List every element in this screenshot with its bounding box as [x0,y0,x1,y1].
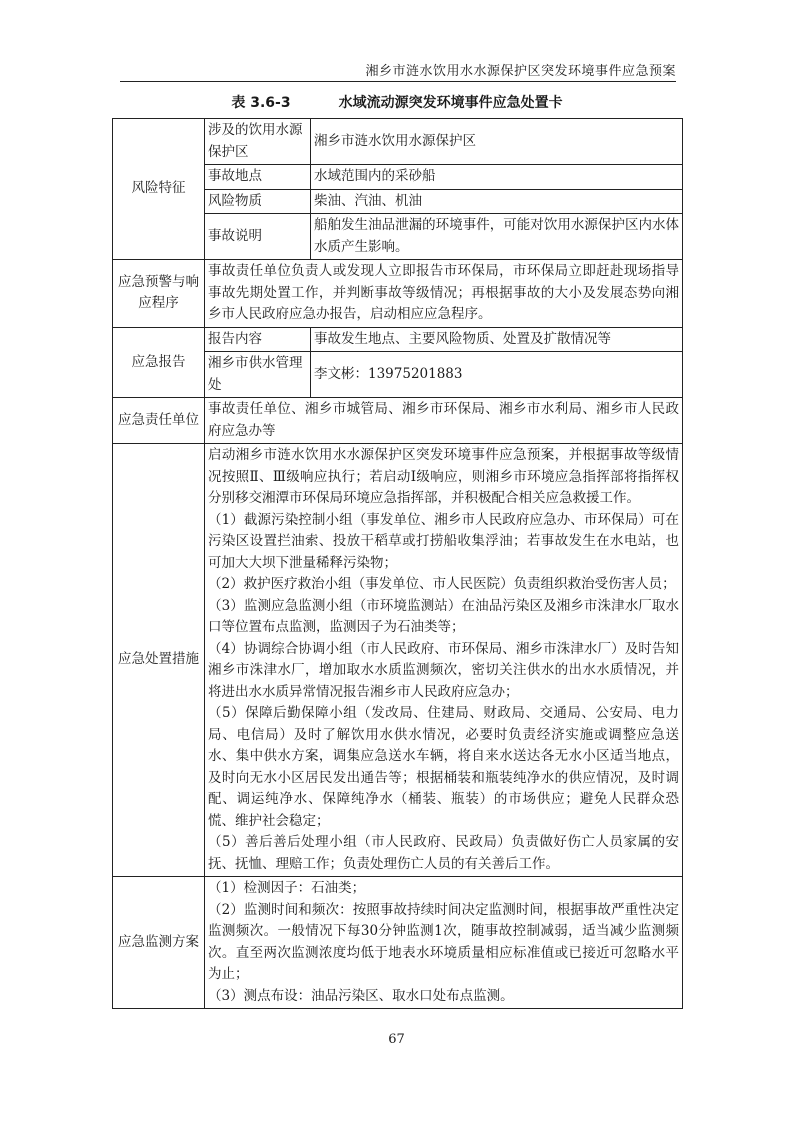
monitoring-paragraph: （1）检测因子：石油类； [208,880,366,896]
risk-value-2: 水域范围内的采砂船 [311,165,683,190]
measures-paragraph: （5）善后善后处理小组（市人民政府、民政局）负责做好伤亡人员家属的安抚、抚恤、理赔工作；负责处理伤亡人员的有关善后工作。 [208,834,679,872]
monitoring-paragraph: （3）测点布设：油品污染区、取水口处布点监测。 [208,987,514,1004]
risk-category: 风险特征 [113,119,205,260]
measures-paragraph: （1）截源污染控制小组（事发单位、湘乡市人民政府应急办、市环保局）可在污染区设置拦油索、投放干稻草或打捞船收集浮油；若事故发生在水电站，也可加大大坝下泄量稀释污染物； [208,511,679,571]
risk-label-4: 事故说明 [205,214,311,260]
risk-value-4: 船舶发生油品泄漏的环境事件，可能对饮用水源保护区内水体水质产生影响。 [311,214,683,260]
risk-value-1: 湘乡市涟水饮用水源保护区 [311,119,683,165]
warning-content: 事故责任单位负责人或发现人立即报告市环保局，市环保局立即赶赴现场指导事故先期处置工作，并判断事故等级情况；再根据事故的大小及发展态势向湘乡市人民政府应急办报告，启动相应应急程序。 [205,260,683,328]
measures-paragraph: （5）保障后勤保障小组（发改局、住建局、财政局、交通局、公安局、电力局、电信局）及时了解饮用水供水情况，必要时负责经济实施或调整应急送水、集中供水方案，调集应急送水车辆，将自来水送达各无水小区适当地点，及时向无水小区居民发出通告等；根据桶装和瓶装纯净水的供应情况，及时调配、调运纯净水、保障纯净水（桶装、瓶装）的市场供应；避免人民群众恐慌、维护社会稳定； [208,705,679,829]
page-number: 67 [388,1032,405,1047]
measures-paragraph: （2）救护医疗救治小组（事发单位、市人民医院）负责组织救治受伤害人员； [208,576,676,592]
monitoring-content [205,877,683,1009]
risk-label-3: 风险物质 [205,189,311,214]
risk-value-3: 柴油、汽油、机油 [311,189,683,214]
measures-paragraph: （3）监测应急监测小组（市环境监测站）在油品污染区及湘乡市洙津水厂取水口等位置布点监测，监测因子为石油类等； [208,597,679,635]
table-caption: 水域流动源突发环境事件应急处置卡 [338,95,563,111]
risk-row-1 [113,119,683,165]
emergency-card-table [112,118,683,1009]
responsible-row [113,398,683,444]
risk-label-1: 涉及的饮用水源保护区 [205,119,311,165]
responsible-content: 事故责任单位、湘乡市城管局、湘乡市环保局、湘乡市水利局、湘乡市人民政府应急办等 [205,398,683,444]
running-header: 湘乡市涟水饮用水水源保护区突发环境事件应急预案 [365,64,676,79]
report-value-2: 李文彬：13975201883 [311,352,683,398]
report-row-1 [113,327,683,352]
measures-paragraph: 启动湘乡市涟水饮用水水源保护区突发环境事件应急预案，并根据事故等级情况按照Ⅱ、Ⅲ级响应执行；若启动Ⅰ级响应，则湘乡市环境应急指挥部将指挥权分别移交湘潭市环保局环境应急指挥部，并积极配合相关应急救援工作。 [208,447,679,506]
report-label-1: 报告内容 [205,327,311,352]
responsible-category: 应急责任单位 [113,398,205,444]
table-title [112,92,682,112]
warning-row [113,260,683,328]
monitoring-category: 应急监测方案 [113,877,205,1009]
report-value-1: 事故发生地点、主要风险物质、处置及扩散情况等 [311,327,683,352]
table-number: 表 3.6-3 [231,95,291,111]
report-category: 应急报告 [113,327,205,398]
measures-content [205,444,683,877]
monitoring-row [113,877,683,1009]
monitoring-paragraph: （2）监测时间和频次：按照事故持续时间决定监测时间，根据事故严重性决定监测频次。一般情况下每30分钟监测1次，随事故控制减弱，适当减少监测频次。直至两次监测浓度均低于地表水环境质量相应标准值或已接近可忽略水平为止； [208,901,679,982]
report-label-2: 湘乡市供水管理处 [205,352,311,398]
header-rule [120,81,676,82]
measures-paragraph: （4）协调综合协调小组（市人民政府、市环保局、湘乡市洙津水厂）及时告知湘乡市洙津水厂，增加取水水质监测频次，密切关注供水的出水水质情况，并将进出水水质异常情况报告湘乡市人民政府应急办； [208,640,679,700]
measures-category: 应急处置措施 [113,444,205,877]
risk-label-2: 事故地点 [205,165,311,190]
warning-category: 应急预警与响应程序 [113,260,205,328]
measures-row [113,444,683,877]
